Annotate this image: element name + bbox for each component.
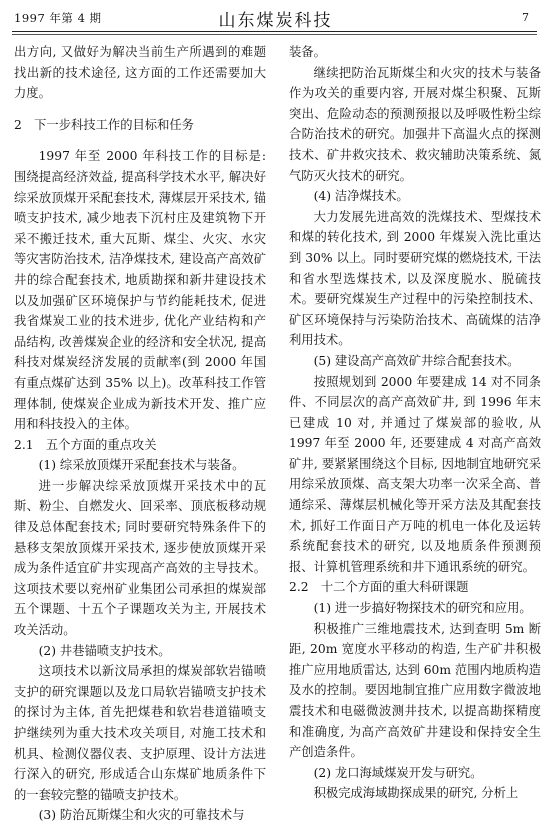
right-column [289,42,541,804]
paragraph: 1997 年至 2000 年科技工作的目标是: 围绕提高经济效益, 提高科学技术水平, 解决好综采放顶煤开采配套技术, 薄煤层开采技术, 锚喷支护技术, 减少地表下沉村庄及建筑物下开采不搬迁技术, 重大瓦斯、煤尘、火灾、水灾等灾害防治技术, 洁净煤技术, 建设高产高效矿井的综合配套技术, 地质勘探和新井建设技术以及加强矿区环境保护与节约能耗技术, 促进我省煤炭工业的技术进步, 优化产业结构和产品结构, 改善煤炭企业的经济和安全状况, 提高科技对煤炭经济发展的贡献率(到 2000 年国有重点煤矿达到 35% 以上)。改革科技工作管理体制, 使煤炭企业成为新技术开发、推广应用和科技投入的主体。 [14,149,266,432]
list-item-heading: (1) 综采放顶煤开采配套技术与装备。 [38,458,245,473]
paragraph: 出方向, 又做好为解决当前生产所遇到的难题找出新的技术途径, 这方面的工作还需要加大力度。 [14,45,266,101]
issue-label: 1997 年第 4 期 [14,11,102,25]
list-item-heading: (5) 建设高产高效矿井综合配套技术。 [313,353,520,368]
list-item-heading: (2) 井巷锚喷支护技术。 [38,643,171,658]
paragraph: 这项技术以新汶局承担的煤炭部软岩锚喷支护的研究课题以及龙口局软岩锚喷支护技术的探讨为主体, 首先把煤巷和软岩巷道锚喷支护继续列为重大技术攻关项目, 对施工技术和机具、检测仪器仪表、支护原理、设计方法进行深入的研究, 形成适合山东煤矿地质条件下的一套较完整的锚喷支护技术。 [14,664,266,802]
paragraph: 积极完成海域勘探成果的研究, 分析上 [313,786,519,801]
paragraph: 积极推广三维地震技术, 达到查明 5m 断距, 20m 宽度水平移动的构造, 生产矿井积极推广应用地质雷达, 达到 60m 范围内地质构造及水的控制。要因地制宜推广应用数字微波地震技术和电磁微波测井技术, 以提高勘探精度和准确度, 为高产高效矿井建设和保持安全生产创造条件。 [289,621,541,760]
header-rule-thin [12,34,537,35]
list-item-heading: (1) 进一步搞好物探技术的研究和应用。 [313,601,532,616]
page-header [0,0,551,34]
left-column [14,42,266,826]
list-item-heading: (2) 龙口海域煤炭开发与研究。 [313,765,483,780]
header-rule [12,31,537,32]
paragraph: 装备。 [289,45,326,59]
page-number: 7 [522,11,529,24]
paragraph: 进一步解决综采放顶煤开采技术中的瓦斯、粉尘、自燃发火、回采率、顶底板移动规律及总体配套技术; 同时要研究特殊条件下的悬移支架放顶煤开采技术, 逐步使放顶煤开采成为条件适宜矿井实现高产高效的主导技术。这项技术要以兖州矿业集团公司承担的煤炭部五个课题、十五个子课题攻关为主, 开展技术攻关活动。 [14,478,266,638]
paragraph: 大力发展先进高效的洗煤技术、型煤技术和煤的转化技术, 到 2000 年煤炭入洗比重达到 30% 以上。同时要研究煤的燃烧技术, 干法和省水型选煤技术, 以及深度脱水、脱硫技术。要研究煤炭生产过程中的污染控制技术、矿区环境保持与污染防治技术、高硫煤的洁净利用技术。 [289,209,542,348]
paragraph: 按照规划到 2000 年要建成 14 对不同条件、不同层次的高产高效矿井, 到 1996 年末已建成 10 对, 并通过了煤炭部的验收, 从 1997 年至 2000 年, 还要建成 4 对高产高效矿井, 要紧紧围绕这个目标, 因地制宜地研究采用综采放顶煤、高支架大功率一次采全高、普通综采、薄煤层机械化等开采方法及其配套技术, 抓好工作面日产万吨的机电一体化及运转系统配套技术的研究, 以及地质条件预测预报、计算机管理系统和井下通讯系统的研究。 [289,374,541,574]
subsection-heading: 2.2 十二个方面的重大科研课题 [289,580,469,595]
list-item-heading: (4) 洁净煤技术。 [313,189,409,204]
journal-title: 山东煤炭科技 [218,11,333,31]
subsection-heading: 2.1 五个方面的重点攻关 [14,437,157,452]
list-item-heading: (3) 防治瓦斯煤尘和火灾的可靠技术与 [38,808,245,823]
section-heading: 2 下一步科技工作的目标和任务 [14,117,194,132]
paragraph: 继续把防治瓦斯煤尘和火灾的技术与装备作为攻关的重要内容, 开展对煤尘积聚、瓦斯突出、危险动态的预测预报以及呼吸性粉尘综合防治技术的研究。加强井下高温火点的探测技术、矿井救灾技术、救灾辅助决策系统、氮气防灭火技术的研究。 [289,65,541,183]
